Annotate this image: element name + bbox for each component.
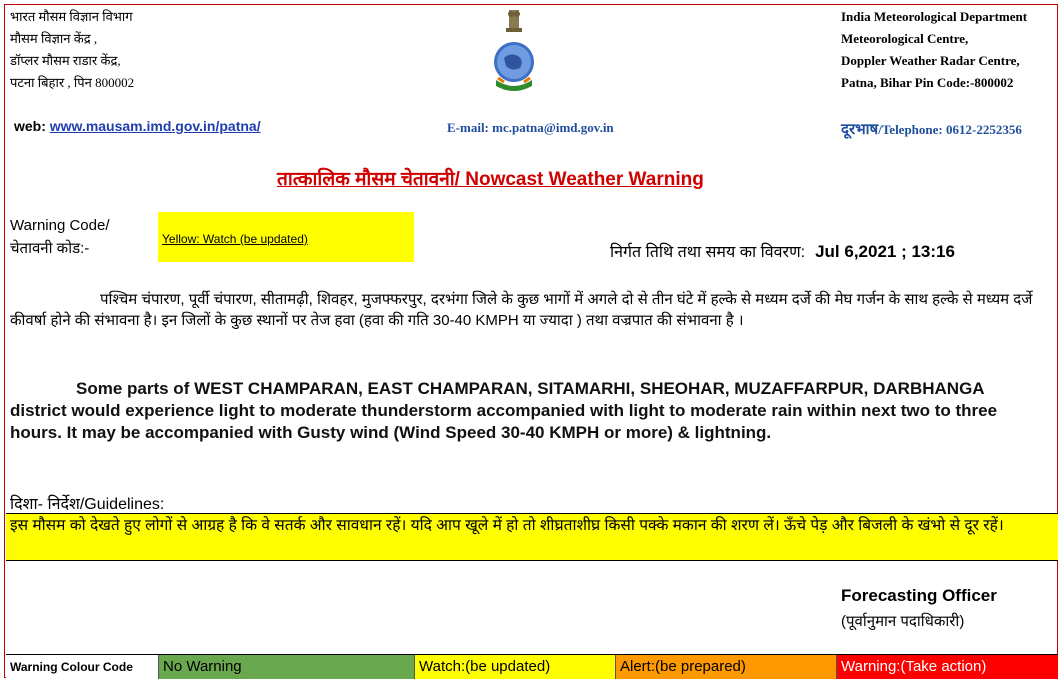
page-title: तात्कालिक मौसम चेतावनी/ Nowcast Weather Warning xyxy=(277,169,704,190)
header-right-line: India Meteorological Department xyxy=(841,9,1028,24)
issue-value: Jul 6,2021 ; 13:16 xyxy=(815,242,955,261)
guidelines-heading: दिशा- निर्देश/Guidelines: xyxy=(10,496,165,513)
imd-emblem-logo xyxy=(488,8,540,94)
english-districts: WEST CHAMPARAN, EAST CHAMPARAN, SITAMARHI, SHEOHAR, MUZAFFARPUR, DARBHANGA xyxy=(194,379,984,398)
issue-datetime xyxy=(610,240,955,262)
legend-label: Warning Colour Code xyxy=(6,655,159,679)
website-line xyxy=(14,118,261,134)
header-right-line: Doppler Weather Radar Centre, xyxy=(841,53,1020,68)
header-right-english xyxy=(841,6,1027,94)
header-left-line: डॉप्लर मौसम राडार केंद्र, xyxy=(10,53,121,68)
legend-no-warning: No Warning xyxy=(159,655,415,679)
warning-colour-legend xyxy=(6,654,1058,678)
hindi-warning-body: पश्चिम चंपारण, पूर्वी चंपारण, सीतामढ़ी, शिवहर, मुजफ्फरपुर, दरभंगा जिले के कुछ भागों में अगले दो से तीन घंटे में हल्के से मध्यम दर्जे की मेघ गर्जन के साथ हल्के से मध्यम दर्जे कीवर्षा होने की संभावना है। इन जिलों के कुछ स्थानों पर तेज हवा (हवा की गति 30-40 KMPH या ज्यादा ) तथा वज्रपात की संभावना है । xyxy=(10,291,1033,329)
warning-code-label-hi: चेतावनी कोड:- xyxy=(10,240,90,257)
header-left-line: पटना बिहार , पिन 800002 xyxy=(10,75,135,90)
website-link[interactable]: www.mausam.imd.gov.in/patna/ xyxy=(49,118,261,134)
warning-code-label xyxy=(10,214,150,260)
english-warning-text xyxy=(10,378,1040,444)
header-right-line: Patna, Bihar Pin Code:-800002 xyxy=(841,75,1014,90)
forecasting-officer-title: Forecasting Officer xyxy=(841,586,997,605)
warning-code-value: Yellow: Watch (be updated) xyxy=(162,232,308,246)
phone-hindi-label: दूरभाष xyxy=(841,122,879,138)
guidelines-text: इस मौसम को देखते हुए लोगों से आग्रह है कि वे सतर्क और सावधान रहें। यदि आप खूले में हो तो शीघ्रताशीघ्र किसी पक्के मकान की शरण लें। ऊँचे पेड़ और बिजली के खंभो से दूर रहें। xyxy=(10,517,1004,534)
legend-warning: Warning:(Take action) xyxy=(837,655,1058,679)
header-left-line: भारत मौसम विज्ञान विभाग xyxy=(10,9,133,24)
english-body: district would experience light to moderate thunderstorm accompanied with light to moderate rain within next two to three hours. It may be accompanied with Gusty wind (Wind Speed 30-40 KMPH or more) & lightning. xyxy=(10,401,998,442)
forecasting-officer-title-hindi: (पूर्वानुमान पदाधिकारी) xyxy=(841,613,965,630)
header-right-line: Meteorological Centre, xyxy=(841,31,969,46)
legend-alert: Alert:(be prepared) xyxy=(616,655,837,679)
english-prefix: Some parts of xyxy=(76,379,195,398)
phone-number: /Telephone: 0612-2252356 xyxy=(878,122,1022,137)
warning-code-label-en: Warning Code/ xyxy=(10,217,110,234)
header-left-line: मौसम विज्ञान केंद्र , xyxy=(10,31,98,46)
header-left-hindi xyxy=(10,6,134,94)
page-frame xyxy=(4,4,1058,678)
legend-watch: Watch:(be updated) xyxy=(415,655,616,679)
web-label: web: xyxy=(14,118,46,134)
issue-label: निर्गत तिथि तथा समय का विवरण: xyxy=(610,244,806,261)
telephone-line xyxy=(841,119,1022,139)
hindi-warning-text xyxy=(10,289,1050,331)
email-address[interactable]: E-mail: mc.patna@imd.gov.in xyxy=(447,120,614,135)
